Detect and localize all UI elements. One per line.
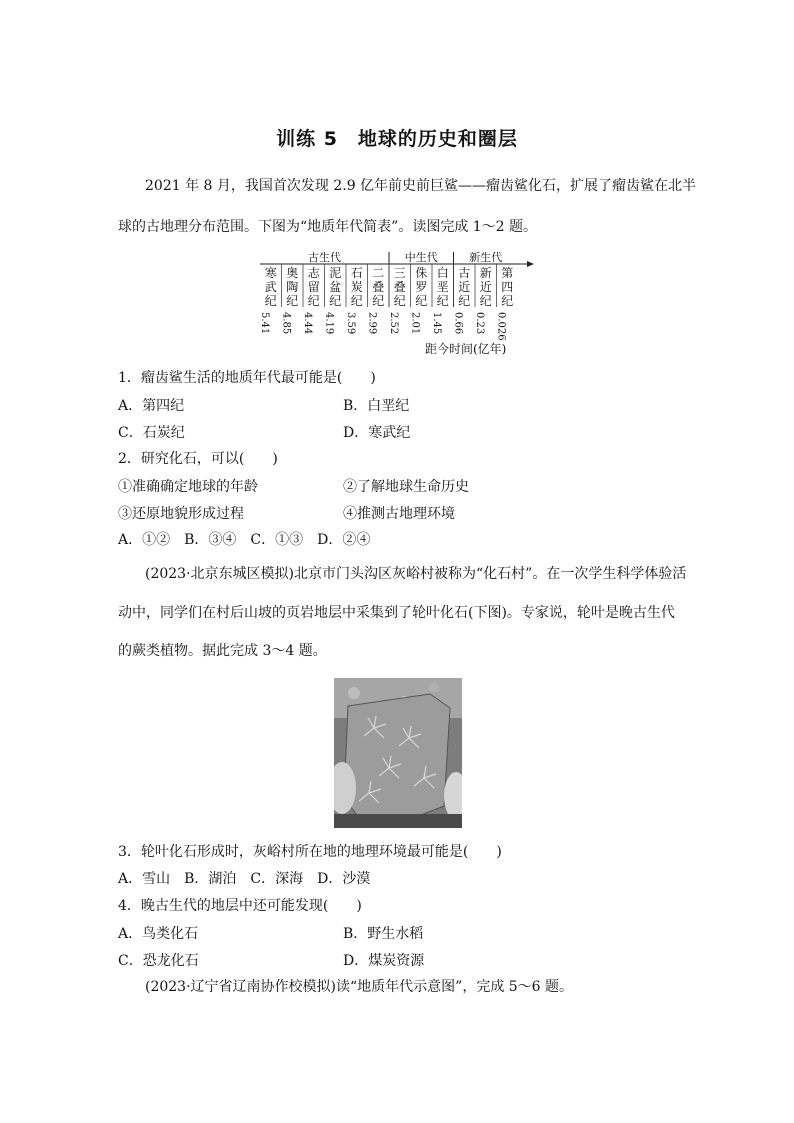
question-4-stem: 4．晚古生代的地层中还可能发现( ) <box>118 898 362 914</box>
period-name: 泥 <box>329 266 342 280</box>
time-axis-label: 距今时间(亿年) <box>425 342 507 356</box>
question-1-stem: 1．瘤齿鲨生活的地质年代最可能是( ) <box>118 370 376 386</box>
question-4-option-d: D．煤炭资源 <box>343 953 425 969</box>
period-name: 纪 <box>329 294 342 308</box>
period-name: 奥 <box>286 266 299 280</box>
period-start-value: 4.19 <box>323 312 335 335</box>
period-name: 陶 <box>286 280 299 294</box>
period-start-value: 0.026 <box>495 312 507 341</box>
question-4-option-a: A．鸟类化石 <box>118 926 199 942</box>
period-name: 叠 <box>393 280 406 294</box>
period-start-value: 2.01 <box>409 312 421 335</box>
period-start-value: 4.85 <box>280 312 292 335</box>
geologic-time-table <box>255 250 545 364</box>
era-label: 中生代 <box>404 251 438 264</box>
period-name: 石 <box>350 266 363 280</box>
question-3-answers: A．雪山 B．湖泊 C．深海 D．沙漠 <box>118 871 371 887</box>
question-4-option-c: C．恐龙化石 <box>118 953 199 969</box>
period-name: 纪 <box>372 294 385 308</box>
period-name: 第 <box>501 266 514 280</box>
question-1-option-a: A．第四纪 <box>118 398 185 414</box>
period-name: 纪 <box>501 294 514 308</box>
period-name: 留 <box>307 280 320 294</box>
intro-paragraph-3-line-1: (2023·辽宁省辽南协作校模拟)读“地质年代示意图”，完成 5～6 题。 <box>145 979 574 995</box>
question-4-option-b: B．野生水稻 <box>343 926 424 942</box>
question-1-option-c: C．石炭纪 <box>118 425 185 441</box>
period-start-value: 4.44 <box>302 312 313 335</box>
period-start-value: 2.99 <box>366 312 378 335</box>
time-axis-arrow <box>527 261 534 267</box>
period-start-value: 0.66 <box>452 312 464 335</box>
period-name: 纪 <box>436 294 449 308</box>
era-label: 古生代 <box>308 251 341 264</box>
period-name: 寒 <box>264 266 277 280</box>
period-name: 武 <box>264 280 277 294</box>
period-name: 叠 <box>372 280 385 294</box>
era-label: 新生代 <box>469 251 503 264</box>
period-name: 三 <box>393 266 406 280</box>
period-name: 白 <box>436 266 449 280</box>
intro-paragraph-1-line-1: 2021 年 8 月，我国首次发现 2.9 亿年前史前巨鲨——瘤齿鲨化石，扩展了瘤齿鲨在北半 <box>145 178 697 194</box>
period-start-value: 3.59 <box>345 312 356 335</box>
intro-paragraph-2-line-1: (2023·北京东城区模拟)北京市门头沟区灰峪村被称为“化石村”。在一次学生科学体验活 <box>145 566 687 582</box>
period-name: 炭 <box>350 280 363 294</box>
question-2-item-3: ③还原地貌形成过程 <box>118 506 244 522</box>
question-2-item-4: ④推测古地理环境 <box>343 506 455 522</box>
period-name: 四 <box>501 280 514 294</box>
period-name: 纪 <box>286 294 299 308</box>
period-name: 纪 <box>415 294 428 308</box>
period-start-value: 0.23 <box>474 312 485 335</box>
period-name: 纪 <box>458 294 471 308</box>
period-name: 古 <box>458 266 471 280</box>
period-start-value: 1.45 <box>431 312 442 335</box>
leaf-fossil-photo <box>334 678 462 828</box>
period-name: 纪 <box>393 294 406 308</box>
period-name: 侏 <box>415 266 428 280</box>
period-name: 二 <box>372 266 385 280</box>
question-3-stem: 3．轮叶化石形成时，灰峪村所在地的地理环境最可能是( ) <box>118 844 502 860</box>
question-2-item-2: ②了解地球生命历史 <box>343 479 469 495</box>
period-name: 盆 <box>329 280 342 294</box>
period-name: 近 <box>458 280 471 294</box>
period-start-value: 2.52 <box>388 312 399 335</box>
question-2-answers: A．①② B．③④ C．①③ D．②④ <box>118 532 371 548</box>
period-name: 罗 <box>415 280 428 294</box>
period-name: 志 <box>307 266 320 280</box>
question-1-option-b: B．白垩纪 <box>343 398 410 414</box>
question-2-stem: 2．研究化石，可以( ) <box>118 451 278 467</box>
period-name: 纪 <box>350 294 363 308</box>
intro-paragraph-2-line-3: 的蕨类植物。据此完成 3～4 题。 <box>118 643 327 659</box>
question-1-option-d: D．寒武纪 <box>343 425 411 441</box>
page-title: 训练 5 地球的历史和圈层 <box>276 128 518 150</box>
period-name: 垩 <box>436 280 449 294</box>
question-2-item-1: ①准确确定地球的年龄 <box>118 479 258 495</box>
period-name: 纪 <box>264 294 277 308</box>
period-start-value: 5.41 <box>259 312 270 335</box>
period-name: 新 <box>479 266 492 280</box>
period-name: 纪 <box>479 294 492 308</box>
period-name: 纪 <box>307 294 320 308</box>
period-name: 近 <box>479 280 492 294</box>
intro-paragraph-2-line-2: 动中，同学们在村后山坡的页岩地层中采集到了轮叶化石(下图)。专家说，轮叶是晚古生代 <box>118 605 675 621</box>
intro-paragraph-1-line-2: 球的古地理分布范围。下图为“地质年代简表”。读图完成 1～2 题。 <box>118 219 538 235</box>
